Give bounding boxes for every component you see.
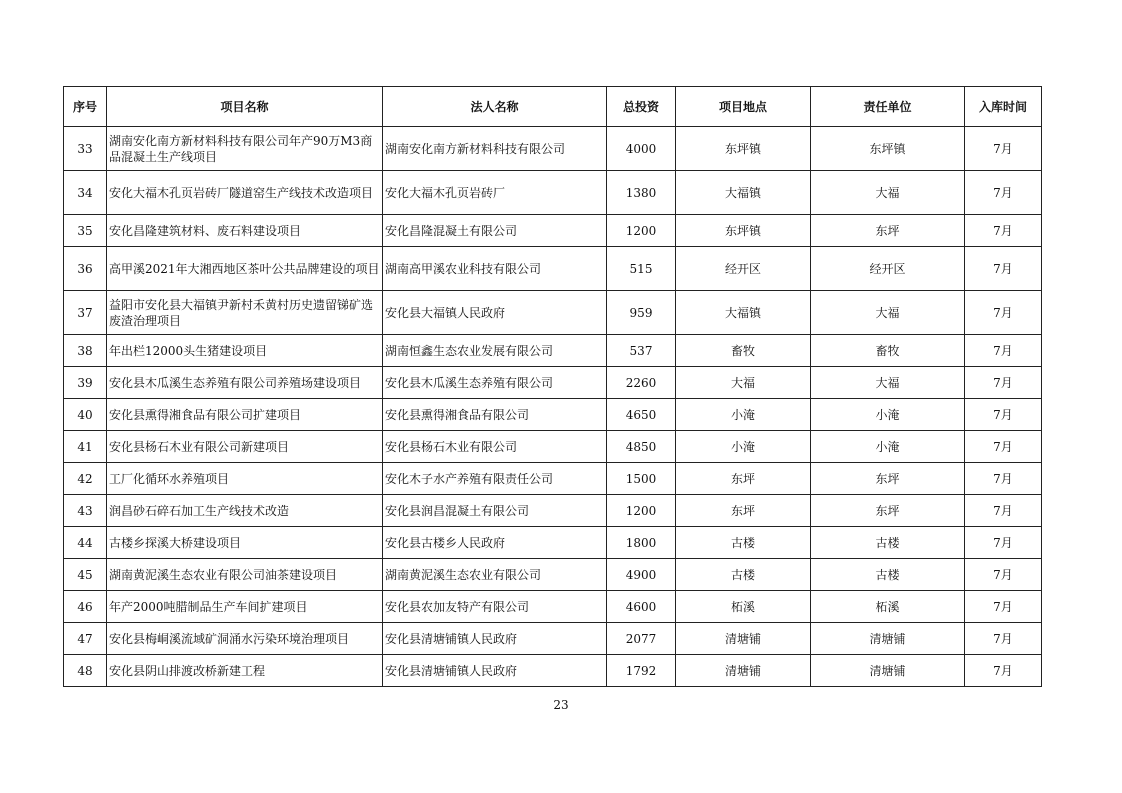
row-entry-time: 7月 xyxy=(965,171,1042,215)
table-row xyxy=(64,335,1042,367)
row-total-investment: 4650 xyxy=(607,399,676,431)
row-total-investment: 959 xyxy=(607,291,676,335)
table-row xyxy=(64,655,1042,687)
row-entry-time: 7月 xyxy=(965,623,1042,655)
row-index: 48 xyxy=(64,655,107,687)
row-legal-entity: 湖南安化南方新材料科技有限公司 xyxy=(383,127,607,171)
row-project-location: 经开区 xyxy=(676,247,811,291)
row-project-location: 东坪镇 xyxy=(676,127,811,171)
row-index: 34 xyxy=(64,171,107,215)
row-project-location: 东坪 xyxy=(676,495,811,527)
table-row xyxy=(64,559,1042,591)
row-responsible-unit: 小淹 xyxy=(811,399,965,431)
row-total-investment: 4000 xyxy=(607,127,676,171)
row-legal-entity: 安化县农加友特产有限公司 xyxy=(383,591,607,623)
row-entry-time: 7月 xyxy=(965,247,1042,291)
row-project-location: 畜牧 xyxy=(676,335,811,367)
row-project-name: 年产2000吨腊制品生产车间扩建项目 xyxy=(107,591,383,623)
row-legal-entity: 安化县古楼乡人民政府 xyxy=(383,527,607,559)
row-project-name: 安化大福木孔页岩砖厂隧道窑生产线技术改造项目 xyxy=(107,171,383,215)
row-total-investment: 515 xyxy=(607,247,676,291)
row-index: 47 xyxy=(64,623,107,655)
row-legal-entity: 安化木子水产养殖有限责任公司 xyxy=(383,463,607,495)
row-project-name: 工厂化循环水养殖项目 xyxy=(107,463,383,495)
row-index: 33 xyxy=(64,127,107,171)
row-total-investment: 1500 xyxy=(607,463,676,495)
row-entry-time: 7月 xyxy=(965,463,1042,495)
table-row xyxy=(64,399,1042,431)
row-project-location: 大福镇 xyxy=(676,291,811,335)
row-responsible-unit: 大福 xyxy=(811,291,965,335)
header-index: 序号 xyxy=(64,87,107,127)
row-responsible-unit: 经开区 xyxy=(811,247,965,291)
table-row xyxy=(64,591,1042,623)
row-index: 43 xyxy=(64,495,107,527)
row-responsible-unit: 柘溪 xyxy=(811,591,965,623)
row-project-name: 湖南安化南方新材料科技有限公司年产90万M3商品混凝土生产线项目 xyxy=(107,127,383,171)
table-row xyxy=(64,495,1042,527)
row-total-investment: 2077 xyxy=(607,623,676,655)
row-responsible-unit: 古楼 xyxy=(811,527,965,559)
row-project-location: 古楼 xyxy=(676,559,811,591)
row-entry-time: 7月 xyxy=(965,215,1042,247)
row-project-name: 安化县木瓜溪生态养殖有限公司养殖场建设项目 xyxy=(107,367,383,399)
row-entry-time: 7月 xyxy=(965,335,1042,367)
header-legal-entity: 法人名称 xyxy=(383,87,607,127)
table-body xyxy=(64,127,1042,687)
row-total-investment: 4850 xyxy=(607,431,676,463)
row-project-name: 安化县梅峒溪流域矿洞涌水污染环境治理项目 xyxy=(107,623,383,655)
page-number: 23 xyxy=(553,698,569,712)
row-responsible-unit: 畜牧 xyxy=(811,335,965,367)
row-project-name: 安化县熏得湘食品有限公司扩建项目 xyxy=(107,399,383,431)
header-total-investment: 总投资 xyxy=(607,87,676,127)
table-row xyxy=(64,127,1042,171)
table-row xyxy=(64,431,1042,463)
row-index: 38 xyxy=(64,335,107,367)
row-legal-entity: 安化县木瓜溪生态养殖有限公司 xyxy=(383,367,607,399)
row-responsible-unit: 东坪 xyxy=(811,495,965,527)
row-project-location: 大福镇 xyxy=(676,171,811,215)
row-entry-time: 7月 xyxy=(965,527,1042,559)
table-row xyxy=(64,527,1042,559)
row-responsible-unit: 清塘铺 xyxy=(811,623,965,655)
row-index: 46 xyxy=(64,591,107,623)
row-project-location: 柘溪 xyxy=(676,591,811,623)
row-entry-time: 7月 xyxy=(965,431,1042,463)
row-project-location: 大福 xyxy=(676,367,811,399)
row-project-location: 古楼 xyxy=(676,527,811,559)
row-total-investment: 4900 xyxy=(607,559,676,591)
row-legal-entity: 安化县杨石木业有限公司 xyxy=(383,431,607,463)
row-legal-entity: 安化县熏得湘食品有限公司 xyxy=(383,399,607,431)
project-table xyxy=(63,86,1042,687)
row-project-location: 东坪镇 xyxy=(676,215,811,247)
row-project-name: 古楼乡探溪大桥建设项目 xyxy=(107,527,383,559)
row-project-name: 湖南黄泥溪生态农业有限公司油茶建设项目 xyxy=(107,559,383,591)
table-row xyxy=(64,367,1042,399)
row-entry-time: 7月 xyxy=(965,291,1042,335)
row-entry-time: 7月 xyxy=(965,495,1042,527)
row-index: 35 xyxy=(64,215,107,247)
row-total-investment: 1792 xyxy=(607,655,676,687)
row-entry-time: 7月 xyxy=(965,367,1042,399)
header-entry-time: 入库时间 xyxy=(965,87,1042,127)
row-total-investment: 1200 xyxy=(607,215,676,247)
row-responsible-unit: 大福 xyxy=(811,171,965,215)
row-legal-entity: 安化县大福镇人民政府 xyxy=(383,291,607,335)
row-entry-time: 7月 xyxy=(965,127,1042,171)
table-row xyxy=(64,291,1042,335)
row-total-investment: 1380 xyxy=(607,171,676,215)
table-row xyxy=(64,247,1042,291)
row-entry-time: 7月 xyxy=(965,655,1042,687)
row-legal-entity: 安化县清塘铺镇人民政府 xyxy=(383,655,607,687)
row-responsible-unit: 东坪 xyxy=(811,463,965,495)
row-legal-entity: 安化昌隆混凝土有限公司 xyxy=(383,215,607,247)
row-entry-time: 7月 xyxy=(965,591,1042,623)
row-legal-entity: 安化县清塘铺镇人民政府 xyxy=(383,623,607,655)
row-index: 45 xyxy=(64,559,107,591)
row-total-investment: 537 xyxy=(607,335,676,367)
row-index: 40 xyxy=(64,399,107,431)
row-responsible-unit: 清塘铺 xyxy=(811,655,965,687)
row-project-name: 益阳市安化县大福镇尹新村禾黄村历史遗留锑矿选废渣治理项目 xyxy=(107,291,383,335)
row-project-location: 小淹 xyxy=(676,399,811,431)
row-entry-time: 7月 xyxy=(965,559,1042,591)
row-legal-entity: 湖南黄泥溪生态农业有限公司 xyxy=(383,559,607,591)
row-project-location: 东坪 xyxy=(676,463,811,495)
table-row xyxy=(64,463,1042,495)
row-entry-time: 7月 xyxy=(965,399,1042,431)
row-index: 42 xyxy=(64,463,107,495)
row-responsible-unit: 大福 xyxy=(811,367,965,399)
row-project-name: 高甲溪2021年大湘西地区茶叶公共品牌建设的项目 xyxy=(107,247,383,291)
row-project-location: 清塘铺 xyxy=(676,623,811,655)
row-total-investment: 1800 xyxy=(607,527,676,559)
table-row xyxy=(64,623,1042,655)
row-index: 36 xyxy=(64,247,107,291)
row-legal-entity: 安化县润昌混凝土有限公司 xyxy=(383,495,607,527)
row-project-name: 安化县杨石木业有限公司新建项目 xyxy=(107,431,383,463)
row-project-location: 小淹 xyxy=(676,431,811,463)
row-legal-entity: 湖南恒鑫生态农业发展有限公司 xyxy=(383,335,607,367)
row-project-name: 安化昌隆建筑材料、废石料建设项目 xyxy=(107,215,383,247)
row-index: 39 xyxy=(64,367,107,399)
row-total-investment: 1200 xyxy=(607,495,676,527)
row-responsible-unit: 古楼 xyxy=(811,559,965,591)
row-index: 37 xyxy=(64,291,107,335)
table-row xyxy=(64,215,1042,247)
row-total-investment: 2260 xyxy=(607,367,676,399)
row-index: 41 xyxy=(64,431,107,463)
row-responsible-unit: 小淹 xyxy=(811,431,965,463)
table-header-row xyxy=(64,87,1042,127)
header-project-location: 项目地点 xyxy=(676,87,811,127)
row-project-name: 安化县阴山排渡改桥新建工程 xyxy=(107,655,383,687)
row-index: 44 xyxy=(64,527,107,559)
row-total-investment: 4600 xyxy=(607,591,676,623)
row-legal-entity: 湖南高甲溪农业科技有限公司 xyxy=(383,247,607,291)
row-project-location: 清塘铺 xyxy=(676,655,811,687)
row-project-name: 润昌砂石碎石加工生产线技术改造 xyxy=(107,495,383,527)
row-legal-entity: 安化大福木孔页岩砖厂 xyxy=(383,171,607,215)
header-responsible-unit: 责任单位 xyxy=(811,87,965,127)
table-row xyxy=(64,171,1042,215)
row-project-name: 年出栏12000头生猪建设项目 xyxy=(107,335,383,367)
row-responsible-unit: 东坪 xyxy=(811,215,965,247)
row-responsible-unit: 东坪镇 xyxy=(811,127,965,171)
header-project-name: 项目名称 xyxy=(107,87,383,127)
